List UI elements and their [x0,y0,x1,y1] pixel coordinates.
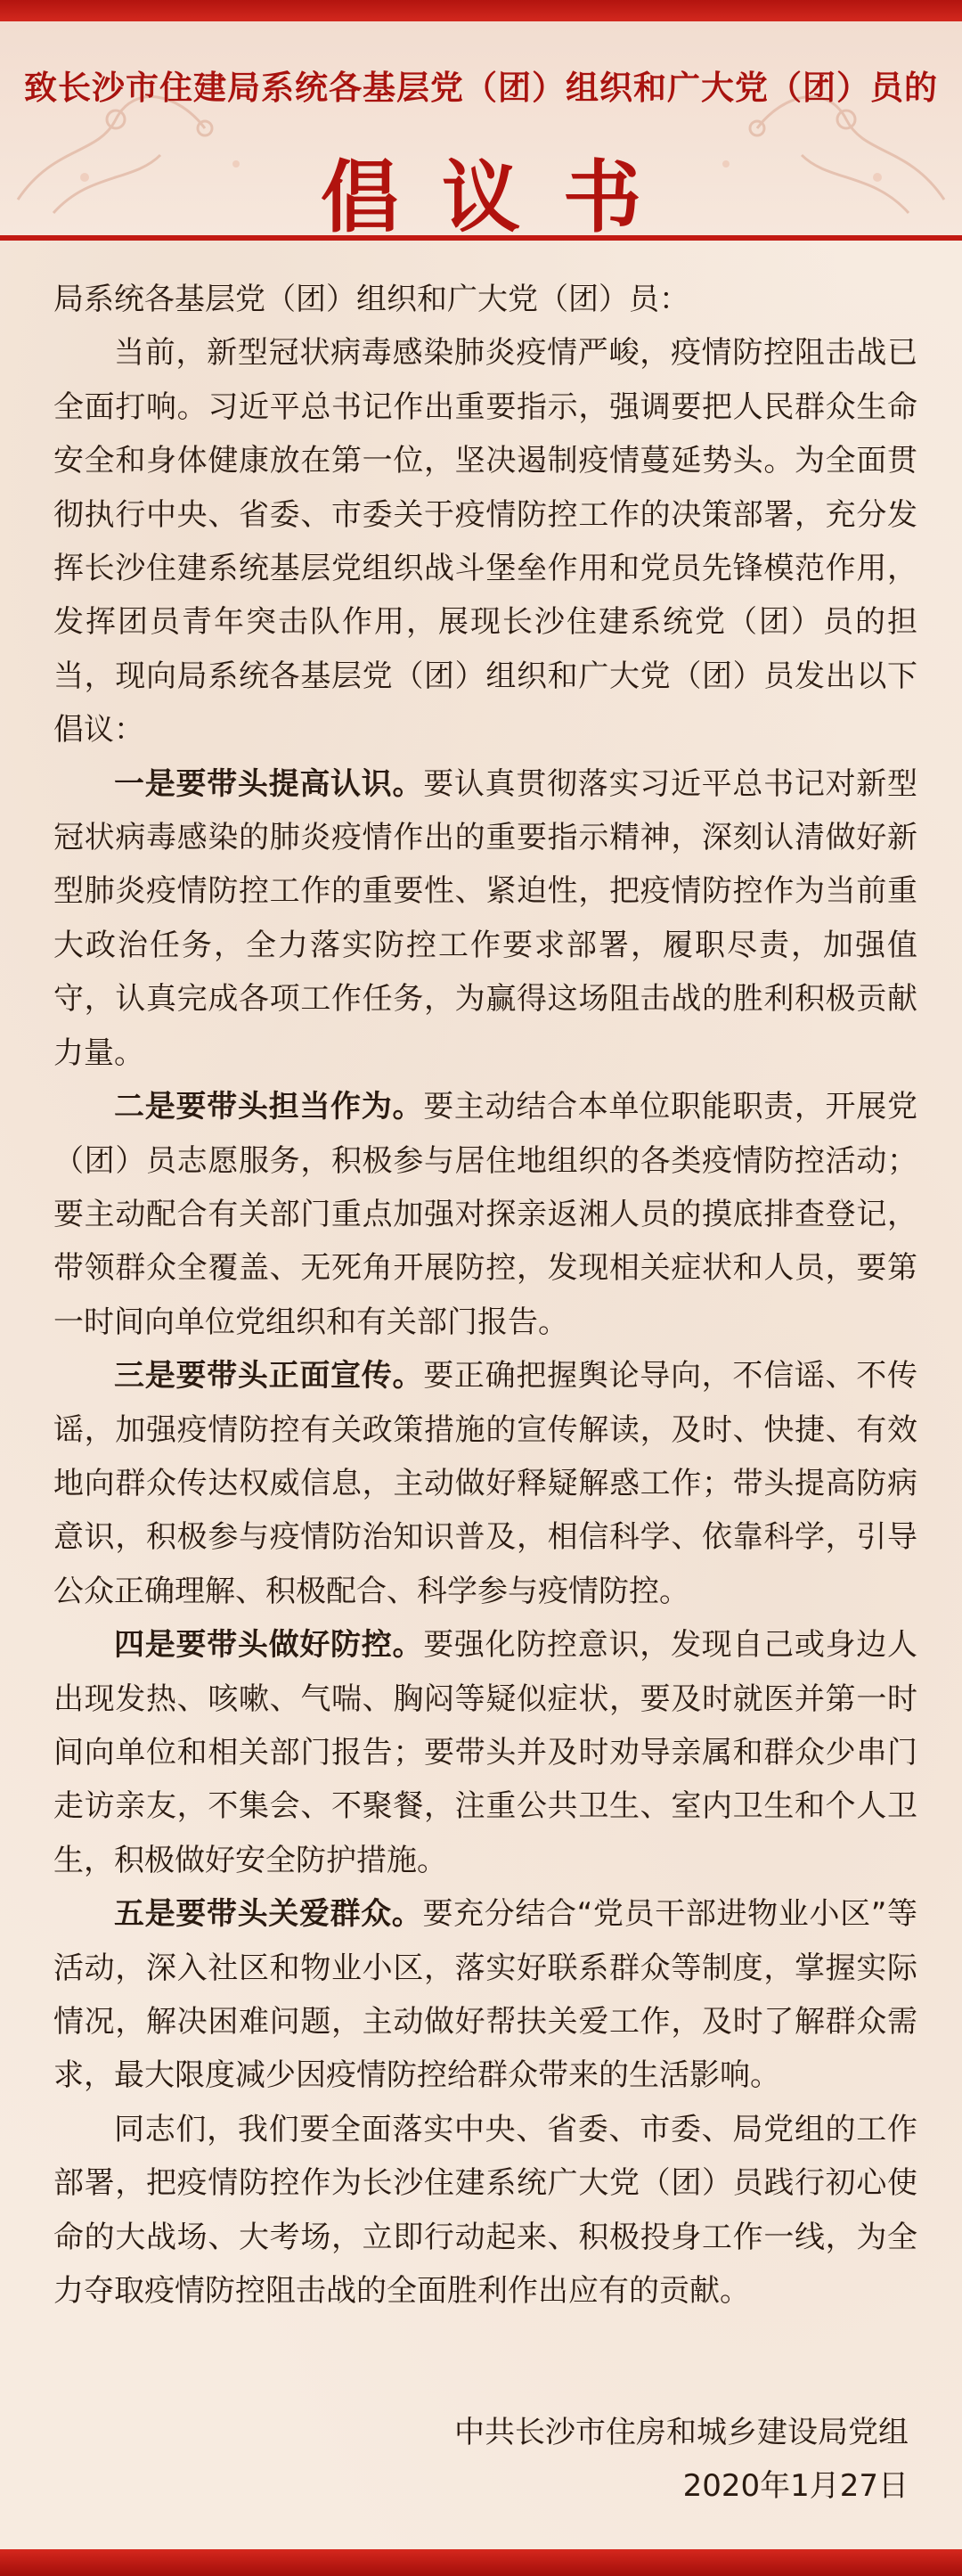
header-divider [0,235,962,241]
header-banner [0,21,962,235]
signing-organization: 中共长沙市住房和城乡建设局党组 [454,2415,909,2450]
initiative-lead: 二是要带头担当作为。 [114,1089,424,1125]
initiative-lead: 四是要带头做好防控。 [114,1627,424,1664]
closing-paragraph: 同志们，我们要全面落实中央、省委、市委、局党组的工作部署，把疫情防控作为长沙住建系统广大党（团）员践行初心使命的大战场、大考场，立即行动起来、积极投身工作一线，为全力夺取疫情防控阻击战的全面胜利作出应有的贡献。 [53,2111,917,2310]
top-red-border [0,0,962,21]
initiative-paragraph [53,1887,917,2103]
initiative-lead: 三是要带头正面宣传。 [114,1358,424,1394]
document-subtitle: 致长沙市住建局系统各基层党（团）组织和广大党（团）员的 [24,69,938,107]
bottom-red-border [0,2549,962,2576]
initiative-text: 要主动结合本单位职能职责，开展党（团）员志愿服务，积极参与居住地组织的各类疫情防控活动；要主动配合有关部门重点加强对探亲返湘人员的摸底排查登记，带领群众全覆盖、无死角开展防控，发现相关症状和人员，要第一时间向单位党组织和有关部门报告。 [53,1089,918,1340]
document-title: 倡议书 [320,151,684,235]
initiative-lead: 五是要带头关爱群众。 [114,1896,423,1933]
signature-block [454,2406,909,2513]
initiative-text: 要正确把握舆论导向，不信谣、不传谣，加强疫情防控有关政策措施的宣传解读，及时、快捷、有效地向群众传达权威信息，主动做好释疑解惑工作；带头提高防病意识，积极参与疫情防治知识普及，相信科学、依靠科学，引导公众正确理解、积极配合、科学参与疫情防控。 [53,1358,918,1609]
initiative-paragraph [53,757,917,1080]
intro-paragraph: 当前，新型冠状病毒感染肺炎疫情严峻，疫情防控阻击战已全面打响。习近平总书记作出重要指示，强调要把人民群众生命安全和身体健康放在第一位，坚决遏制疫情蔓延势头。为全面贯彻执行中央、省委、市委关于疫情防控工作的决策部署，充分发挥长沙住建系统基层党组织战斗堡垒作用和党员先锋模范作用，发挥团员青年突击队作用，展现长沙住建系统党（团）员的担当，现向局系统各基层党（团）组织和广大党（团）员发出以下倡议： [53,335,917,748]
document-body [53,273,917,2318]
initiative-paragraph [53,1080,917,1349]
initiative-text: 要认真贯彻落实习近平总书记对新型冠状病毒感染的肺炎疫情作出的重要指示精神，深刻认清做好新型肺炎疫情防控工作的重要性、紧迫性，把疫情防控作为当前重大政治任务，全力落实防控工作要求部署，履职尽责，加强值守，认真完成各项工作任务，为赢得这场阻击战的胜利积极贡献力量。 [53,765,918,1071]
signing-date: 2020年1月27日 [682,2468,909,2504]
initiative-text: 要强化防控意识，发现自己或身边人出现发热、咳嗽、气喘、胸闷等疑似症状，要及时就医并第一时间向单位和相关部门报告；要带头并及时劝导亲属和群众少串门走访亲友，不集会、不聚餐，注重公共卫生、室内卫生和个人卫生，积极做好安全防护措施。 [53,1627,918,1878]
initiative-text: 要充分结合“党员干部进物业小区”等活动，深入社区和物业小区，落实好联系群众等制度，掌握实际情况，解决困难问题，主动做好帮扶关爱工作，及时了解群众需求，最大限度减少因疫情防控给群众带来的生活影响。 [53,1896,917,2094]
initiative-paragraph [53,1618,917,1887]
salutation: 局系统各基层党（团）组织和广大党（团）员： [53,282,689,317]
initiative-paragraph [53,1349,917,1618]
initiative-lead: 一是要带头提高认识。 [114,765,424,802]
